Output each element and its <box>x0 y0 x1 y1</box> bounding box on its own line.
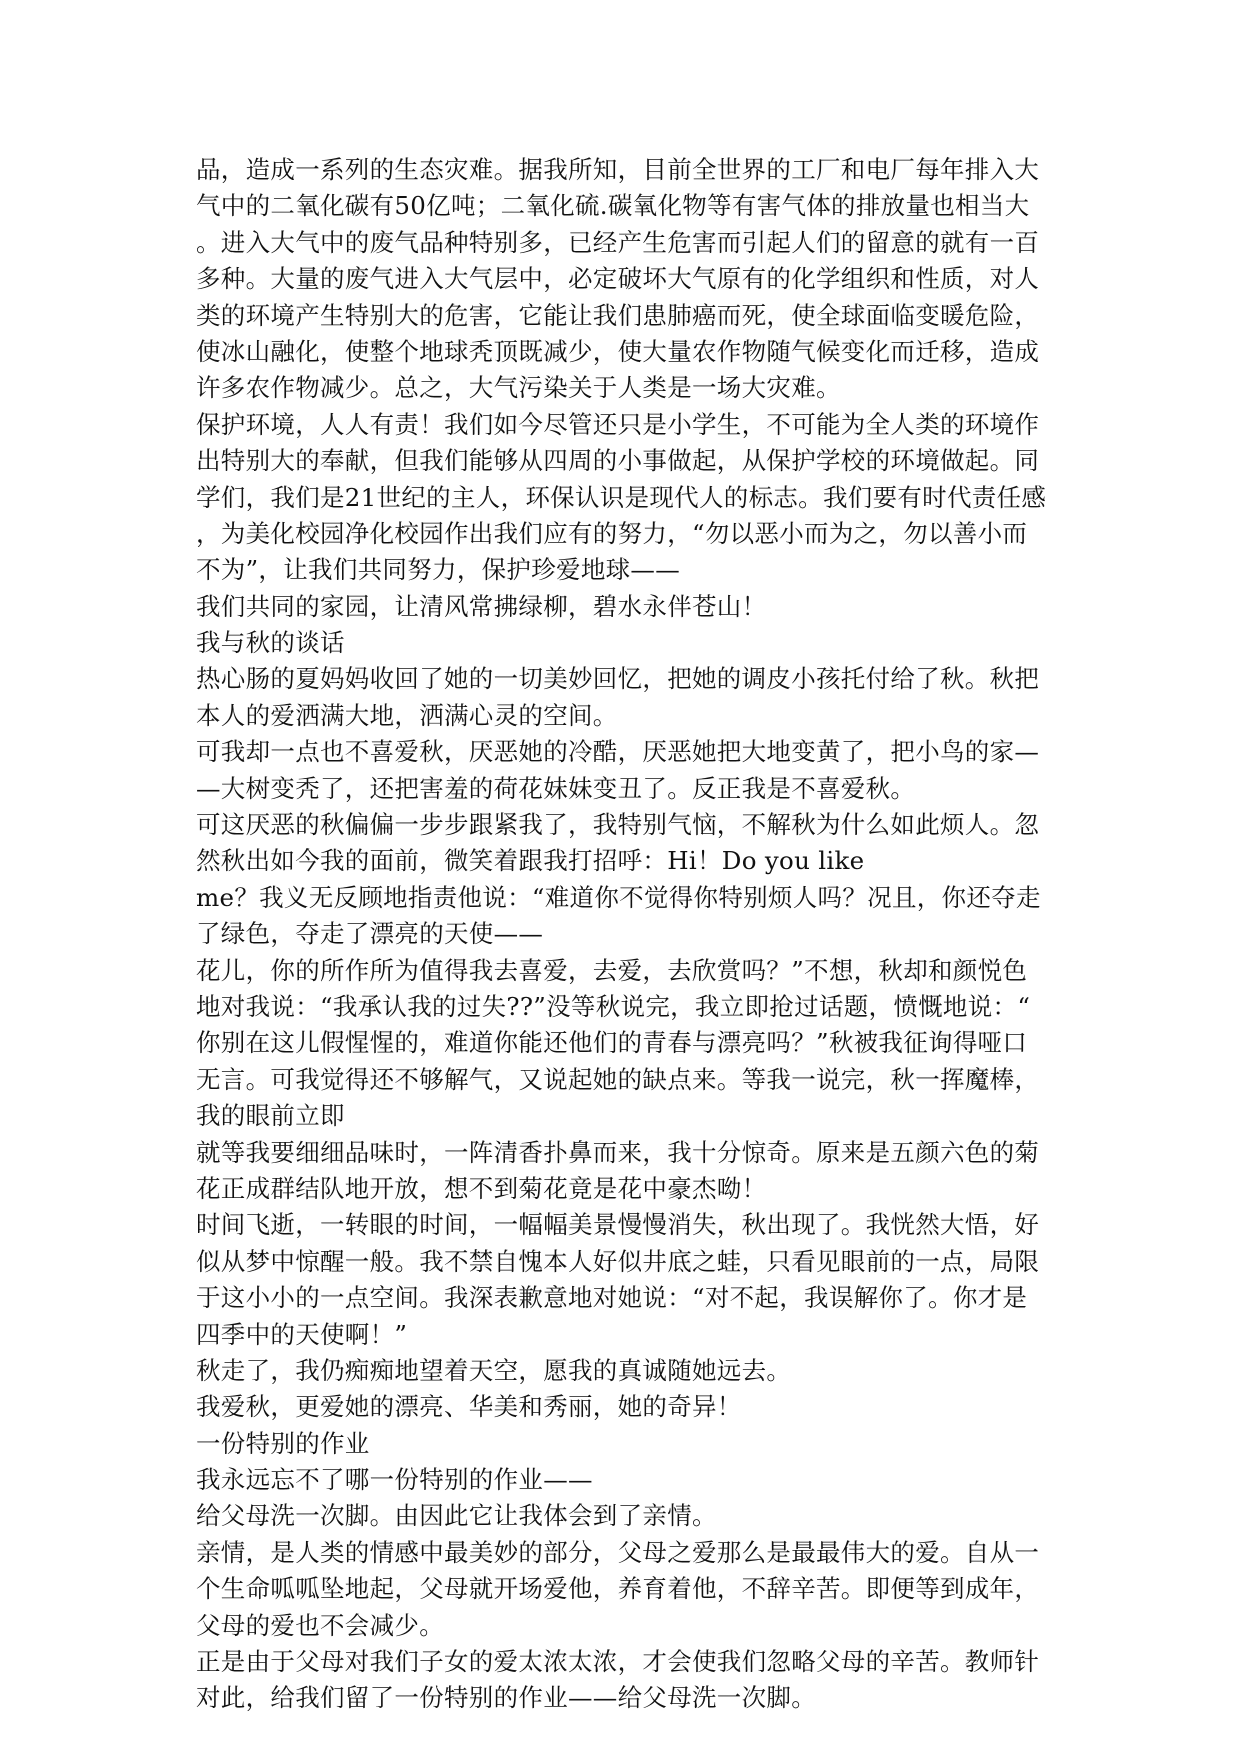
text-line: 你别在这儿假惺惺的，难道你能还他们的青春与漂亮吗？”秋被我征询得哑口 <box>196 1028 1028 1058</box>
text-line: 本人的爱洒满大地，洒满心灵的空间。 <box>196 700 618 730</box>
text-line: 正是由于父母对我们子女的爱太浓太浓，才会使我们忽略父母的辛苦。教师针 <box>196 1647 1040 1677</box>
text-line: 品，造成一系列的生态灾难。据我所知，目前全世界的工厂和电厂每年排入大 <box>196 155 1040 184</box>
text-line: 秋走了，我仍痴痴地望着天空，愿我的真诚随她远去。 <box>196 1355 792 1385</box>
text-line: 于这小小的一点空间。我深表歉意地对她说：“对不起，我误解你了。你才是 <box>196 1283 1028 1313</box>
document-body <box>196 152 1056 1717</box>
text-line: 保护环境，人人有责！我们如今尽管还只是小学生，不可能为全人类的环境作 <box>196 409 1040 439</box>
text-line: 可这厌恶的秋偏偏一步步跟紧我了，我特别气恼，不解秋为什么如此烦人。忽 <box>196 810 1040 840</box>
text-line: 父母的爱也不会减少。 <box>196 1610 444 1640</box>
text-line: 亲情，是人类的情感中最美妙的部分，父母之爱那么是最最伟大的爱。自从一 <box>196 1537 1040 1567</box>
text-line: 无言。可我觉得还不够解气，又说起她的缺点来。等我一说完，秋一挥魔棒， <box>196 1064 1040 1094</box>
text-line: 四季中的天使啊！” <box>196 1319 408 1349</box>
text-line: 。进入大气中的废气品种特别多，已经产生危害而引起人们的留意的就有一百 <box>196 227 1040 257</box>
text-line: 了绿色，夺走了漂亮的天使—— <box>196 919 544 949</box>
text-line: 花儿，你的所作所为值得我去喜爱，去爱，去欣赏吗？”不想，秋却和颜悦色 <box>196 955 1028 985</box>
text-line: 就等我要细细品味时，一阵清香扑鼻而来，我十分惊奇。原来是五颜六色的菊 <box>196 1137 1040 1167</box>
text-line: 时间飞逝，一转眼的时间，一幅幅美景慢慢消失，秋出现了。我恍然大悟，好 <box>196 1210 1040 1240</box>
section-title-autumn-talk: 我与秋的谈话 <box>196 628 345 658</box>
text-line: 花正成群结队地开放，想不到菊花竟是花中豪杰呦！ <box>196 1173 767 1203</box>
text-line: 我永远忘不了哪一份特别的作业—— <box>196 1465 593 1495</box>
text-line: 我的眼前立即 <box>196 1101 345 1131</box>
text-line: ，为美化校园净化校园作出我们应有的努力，“勿以恶小而为之，勿以善小而 <box>196 518 1028 548</box>
text-line: 许多农作物减少。总之，大气污染关于人类是一场大灾难。 <box>196 373 841 403</box>
text-line: —大树变秃了，还把害羞的荷花妹妹变丑了。反正我是不喜爱秋。 <box>196 773 916 803</box>
text-line: 类的环境产生特别大的危害，它能让我们患肺癌而死，使全球面临变暖危险， <box>196 300 1040 330</box>
text-line: 不为”，让我们共同努力，保护珍爱地球—— <box>196 555 681 585</box>
text-line: 使冰山融化，使整个地球秃顶既减少，使大量农作物随气候变化而迁移，造成 <box>196 336 1040 366</box>
text-line: 地对我说：“我承认我的过失??”没等秋说完，我立即抢过话题，愤慨地说：“ <box>196 991 1031 1021</box>
text-line: 我们共同的家园，让清风常拂绿柳，碧水永伴苍山！ <box>196 591 767 621</box>
text-line: 个生命呱呱坠地起，父母就开场爱他，养育着他，不辞辛苦。即便等到成年， <box>196 1574 1040 1604</box>
text-line: 然秋出如今我的面前，微笑着跟我打招呼：Hi！Do you like <box>196 846 865 876</box>
text-line: me？我义无反顾地指责他说：“难道你不觉得你特别烦人吗？况且，你还夺走 <box>196 882 1041 912</box>
text-line: 出特别大的奉献，但我们能够从四周的小事做起，从保护学校的环境做起。同 <box>196 446 1040 476</box>
text-line: 对此，给我们留了一份特别的作业——给父母洗一次脚。 <box>196 1683 816 1713</box>
text-line: 可我却一点也不喜爱秋，厌恶她的冷酷，厌恶她把大地变黄了，把小鸟的家— <box>196 737 1040 767</box>
section-title-special-homework: 一份特别的作业 <box>196 1428 370 1458</box>
text-line: 多种。大量的废气进入大气层中，必定破坏大气原有的化学组织和性质，对人 <box>196 264 1040 294</box>
text-line: 给父母洗一次脚。由因此它让我体会到了亲情。 <box>196 1501 717 1531</box>
text-line: 热心肠的夏妈妈收回了她的一切美妙回忆，把她的调皮小孩托付给了秋。秋把 <box>196 664 1040 694</box>
text-line: 气中的二氧化碳有50亿吨；二氧化硫.碳氧化物等有害气体的排放量也相当大 <box>196 191 1030 221</box>
text-line: 我爱秋，更爱她的漂亮、华美和秀丽，她的奇异！ <box>196 1392 742 1422</box>
text-line: 学们，我们是21世纪的主人，环保认识是现代人的标志。我们要有时代责任感 <box>196 482 1047 512</box>
text-line: 似从梦中惊醒一般。我不禁自愧本人好似井底之蛙，只看见眼前的一点，局限 <box>196 1246 1040 1276</box>
